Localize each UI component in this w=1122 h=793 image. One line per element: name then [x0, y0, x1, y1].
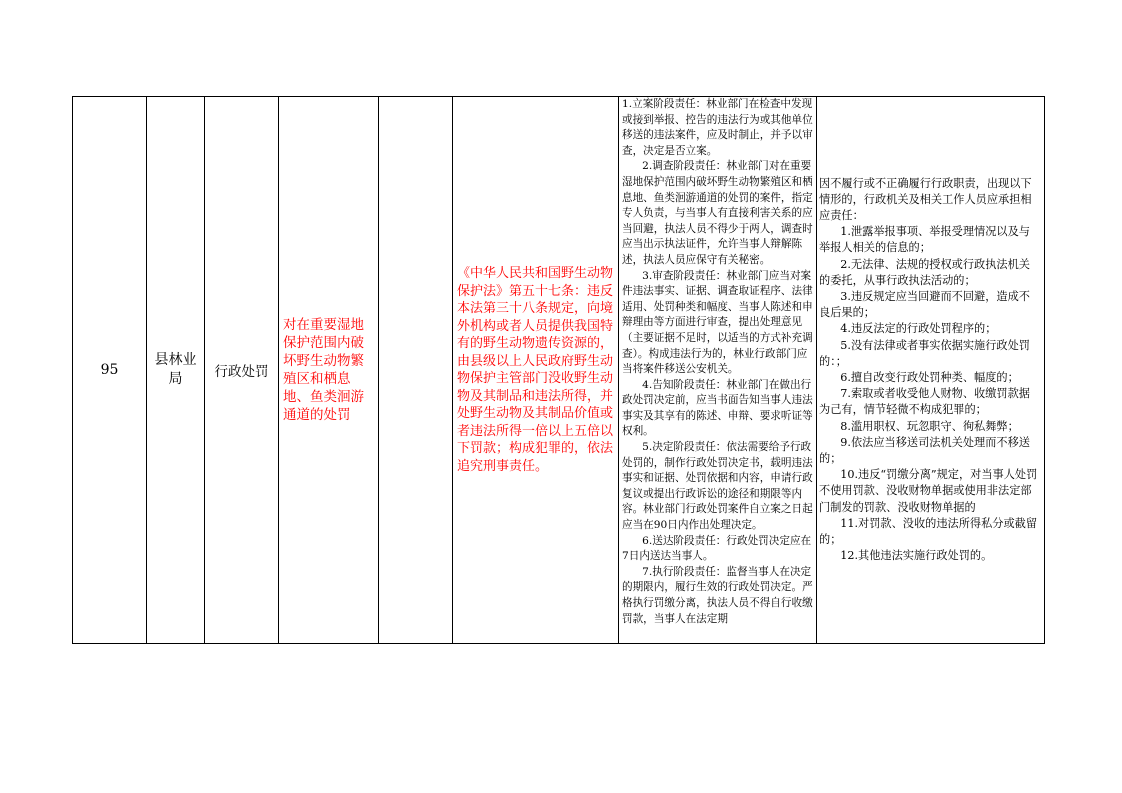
accountability-item: 1.泄露举报事项、举报受理情况以及与举报人相关的信息的； — [819, 225, 1030, 255]
item-name-cell — [279, 97, 379, 643]
legal-basis-cell — [453, 97, 619, 643]
accountability-item: 2.无法律、法规的授权或行政执法机关的委托，从事行政执法活动的； — [819, 257, 1030, 287]
responsibility-item: 5.决定阶段责任：依法需要给予行政处罚的，制作行政处罚决定书，载明违法事实和证据、处罚依据和内容，申请行政复议或提出行政诉讼的途径和期限等内容。林业部门行政处罚案件自立案之日起应当在90日内作出处理决定。 — [622, 441, 813, 532]
accountability-item: 3.违反规定应当回避而不回避，造成不良后果的； — [819, 289, 1030, 320]
row-number-cell — [73, 97, 147, 643]
responsibility-item: 6.送达阶段责任：行政处罚决定应在7日内送达当事人。 — [622, 534, 812, 563]
department-name: 县林业局 — [154, 352, 197, 387]
responsibility-cell — [619, 97, 817, 643]
accountability-cell — [817, 97, 1044, 643]
category-label: 行政处罚 — [214, 364, 269, 380]
accountability-item: 12.其他违法实施行政处罚的。 — [840, 549, 993, 563]
responsibility-item: 7.执行阶段责任：监督当事人在决定的期限内，履行生效的行政处罚决定。严格执行罚缴分离，执法人员不得自行收缴罚款，当事人在法定期 — [622, 565, 813, 625]
accountability-intro: 因不履行或不正确履行行政职责，出现以下情形的，行政机关及相关工作人员应承担相应责任： — [819, 176, 1032, 222]
accountability-item: 7.索取或者收受他人财物、收缴罚款据为己有，情节轻微不构成犯罪的； — [819, 387, 1030, 417]
accountability-item: 6.擅自改变行政处罚种类、幅度的； — [840, 371, 1019, 384]
sub-item-cell — [379, 97, 453, 643]
accountability-item: 5.没有法律或者事实依据实施行政处罚的：； — [819, 338, 1030, 368]
category-cell — [205, 97, 279, 643]
accountability-item: 11.对罚款、没收的违法所得私分或截留的； — [819, 516, 1038, 547]
responsibility-item: 2.调查阶段责任：林业部门对在重要湿地保护范围内破坏野生动物繁殖区和栖息地、鱼类洄游通道的处罚的案件，指定专人负责，与当事人有直接利害关系的应当回避，执法人员不得少于两人，调查时应当出示执法证件，允许当事人辩解陈述，执法人员应保守有关秘密。 — [622, 160, 813, 266]
department-cell — [147, 97, 205, 643]
table-row — [72, 96, 1045, 644]
item-name: 对在重要湿地保护范围内破坏野生动物繁殖区和栖息地、鱼类洄游通道的处罚 — [283, 317, 364, 423]
legal-basis: 《中华人民共和国野生动物保护法》第五十七条：违反本法第三十八条规定，向境外机构或者人员提供我国特有的野生动物遗传资源的，由县级以上人民政府野生动物保护主管部门没收野生动物及其制品和违法所得，并处野生动物及其制品价值或者违法所得一倍以上五倍以下罚款；构成犯罪的，依法追究刑事责任。 — [457, 266, 614, 474]
responsibility-item: 1.立案阶段责任：林业部门在检查中发现或接到举报、控告的违法行为或其他单位移送的违法案件，应及时制止，并予以审查，决定是否立案。 — [622, 98, 813, 157]
accountability-item: 10.违反“罚缴分离”规定，对当事人处罚不使用罚款、没收财物单据或使用非法定部门制发的罚款、没收财物单据的 — [819, 468, 1038, 514]
accountability-item: 9.依法应当移送司法机关处理而不移送的； — [819, 435, 1030, 466]
row-number: 95 — [100, 362, 119, 378]
accountability-item: 4.违反法定的行政处罚程序的； — [840, 322, 997, 336]
responsibility-item: 3.审查阶段责任：林业部门应当对案件违法事实、证据、调查取证程序、法律适用、处罚种类和幅度、当事人陈述和申辩理由等方面进行审查，提出处理意见（主要证据不足时，以适当的方式补充调查）。构成违法行为的，林业行政部门应当将案件移送公安机关。 — [622, 269, 813, 376]
responsibility-item: 4.告知阶段责任：林业部门在做出行政处罚决定前，应当书面告知当事人违法事实及其享有的陈述、申辩、要求听证等权利。 — [622, 378, 813, 438]
accountability-item: 8.滥用职权、玩忽职守、徇私舞弊； — [840, 419, 1019, 433]
